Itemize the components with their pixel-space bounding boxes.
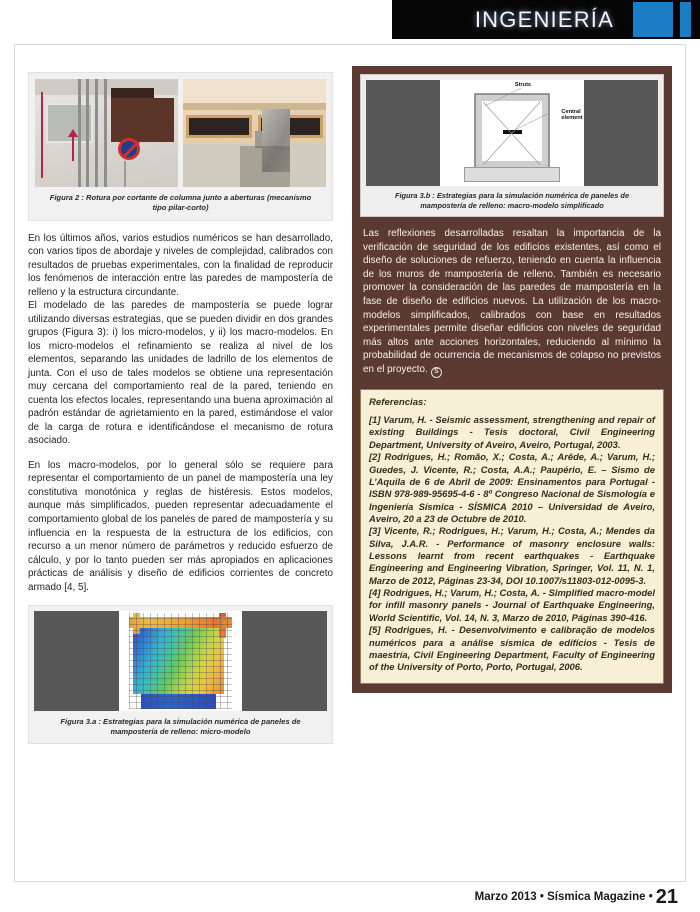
left-column-body <box>28 232 333 448</box>
label-central-line1: Central <box>561 108 581 115</box>
header-accent-square-small <box>680 2 691 37</box>
no-parking-sign-icon <box>118 138 140 160</box>
figure-3b-caption: Figura 3.b : Estrategias para la simulación numérica de paneles de mampostería de relleno: macro-modelo simplificado <box>366 186 658 213</box>
reference-item: [5] Rodrigues, H. - Desenvolvimento e calibração de modelos numéricos para a análise sísmica de edifícios - Tesis de maestría, Civil Engineering Department, Faculty of Engineering of the University of Porto, Porto, Portugal, 2006. <box>369 624 655 673</box>
figure-3b-container <box>360 74 664 217</box>
reference-item: [3] Vicente, R.; Rodrigues, H.; Varum, H.; Costa, A.; Mendes da Silva, J.A.R. - Performance of masonry enclosure walls: Lessons learnt from recent earthquakes - Earthquake Engineering and Engineering Vibration, Springer, Vol. 11, N. 1, Marzo de 2012, Páginas 23-34, DOI 10.1007/s11803-012-0095-3. <box>369 525 655 586</box>
left-column <box>28 72 333 744</box>
figure-2-photo-right <box>183 79 326 187</box>
conclusion-text <box>360 217 664 378</box>
figure-3b-image <box>366 80 658 186</box>
figure-3b-label-struts: Struts <box>514 82 532 89</box>
figure-3a-caption: Figura 3.a : Estrategias para la simulación numérica de paneles de mampostería de relleno: micro-modelo <box>60 717 301 737</box>
label-central-line2: element <box>561 115 583 122</box>
header-accent-square-large <box>633 2 673 37</box>
reference-item: [2] Rodrigues, H.; Romão, X.; Costa, A.; Arêde, A.; Varum, H.; Guedes, J. Vicente, R.; Costa, A.A.; Paupério, E. – Sismo de L’Aquila de 6 de Abril de 2009: Ensinamentos para Portugal - ISBN 978-989-95695-4-6 - 8º Congreso Nacional de Sismología e Ingeniería Sísmica - SÍSMICA 2010 – Universidad de Aveiro, Aveiro, 20 a 23 de Octubre de 2010. <box>369 451 655 524</box>
paragraph-3: En los macro-modelos, por lo general sólo se requiere para representar el comportamiento de un panel de mampostería una ley constitutiva monotónica y reglas de histéresis. Estos modelos, aunque más simplificados, pueden representar adecuadamente el comportamiento global de los paneles de pared de mampostería y su influencia en la respuesta de la estructura de los edificios, con recurso a un menor número de parámetros y reducido esfuerzo de cálculo, y por lo tanto pueden ser más apropiados en aplicaciones prácticas de análisis y diseño de edificios corrientes de concreto armado [4, 5]. <box>28 459 333 593</box>
figure-3b-label-central-element <box>561 109 582 122</box>
reference-item: [4] Rodrigues, H.; Varum, H.; Costa, A. - Simplified macro-model for infill masonry panels - Journal of Earthquake Engineering, World Scientific, Vol. 14, N. 3, Marzo de 2010, Páginas 390-416. <box>369 587 655 623</box>
figure-3a-container <box>28 605 333 744</box>
page-footer <box>0 886 678 909</box>
footer-issue: Marzo 2013 • Sísmica Magazine • <box>474 891 653 903</box>
figure-2-caption: Figura 2 : Rotura por cortante de columna junto a aberturas (mecanismo tipo pilar-corto) <box>49 193 312 213</box>
left-column-body-2 <box>28 459 333 594</box>
paragraph-1: En los últimos años, varios estudios numéricos se han desarrollado, con varios tipos de abordaje y niveles de complejidad, calibrados con resultados de pruebas experimentales, con la finalidad de reproducir los fenómenos de interacción entre las paredes de mampostería de relleno y la estructura circundante. <box>28 232 333 298</box>
page-section-title: INGENIERÍA <box>474 7 614 32</box>
figure-2-photos <box>35 79 326 187</box>
paragraph-2: El modelado de las paredes de mampostería se puede lograr utilizando diversas estrategias, que se pueden dividir en dos grandes grupos (Figura 3): i) los micro-modelos, y ii) los macro-modelos. En los micro-modelos el refinamiento se realiza al nivel de los elementos, separando las unidades de ladrillo de los elementos de junta. Con el uso de tales modelos se obtiene una representación muy cercana del comportamiento real de la pared, teniendo en cuenta los efectos locales, representando una buena aproximación al padrón estándar de agrietamiento en la pared, estimándose el valor de la carga de rotura e identificándose el mecanismo de rotura asociado. <box>28 300 333 447</box>
right-column-panel <box>352 66 672 693</box>
end-of-article-icon: S <box>431 367 442 378</box>
figure-2-container <box>28 72 333 221</box>
damage-arrow-icon <box>72 135 74 161</box>
references-box <box>360 389 664 684</box>
strut-lines-diagram <box>440 80 584 186</box>
conclusion-body: Las reflexiones desarrolladas resaltan la importancia de la verificación de seguridad de los edificios existentes, así como el diseño de soluciones de refuerzo, teniendo en cuenta la influencia de los muros de mampostería de relleno. También es necesario promover la consideración de las paredes de mampostería en la fase de diseño de edificios nuevos. La utilización de los macro-modelos simplificados, calibrados con base en resultados experimentales permite diseñar edificios con niveles de seguridad más altos ante acciones horizontales, reduciendo al mínimo la probabilidad de ocurrencia de mecanismos de colapso no previstos en el proyecto. <box>363 227 661 376</box>
figure-2-photo-left <box>35 79 178 187</box>
micro-model-mesh <box>129 613 232 709</box>
figure-3a-image <box>34 611 327 711</box>
footer-page-number: 21 <box>655 886 678 908</box>
reference-item: [1] Varum, H. - Seismic assessment, strengthening and repair of existing Buildings - Tesis doctoral, Civil Engineering Department, University of Aveiro, Aveiro, Portugal, 2003. <box>369 414 655 450</box>
references-title: Referencias: <box>369 397 427 409</box>
